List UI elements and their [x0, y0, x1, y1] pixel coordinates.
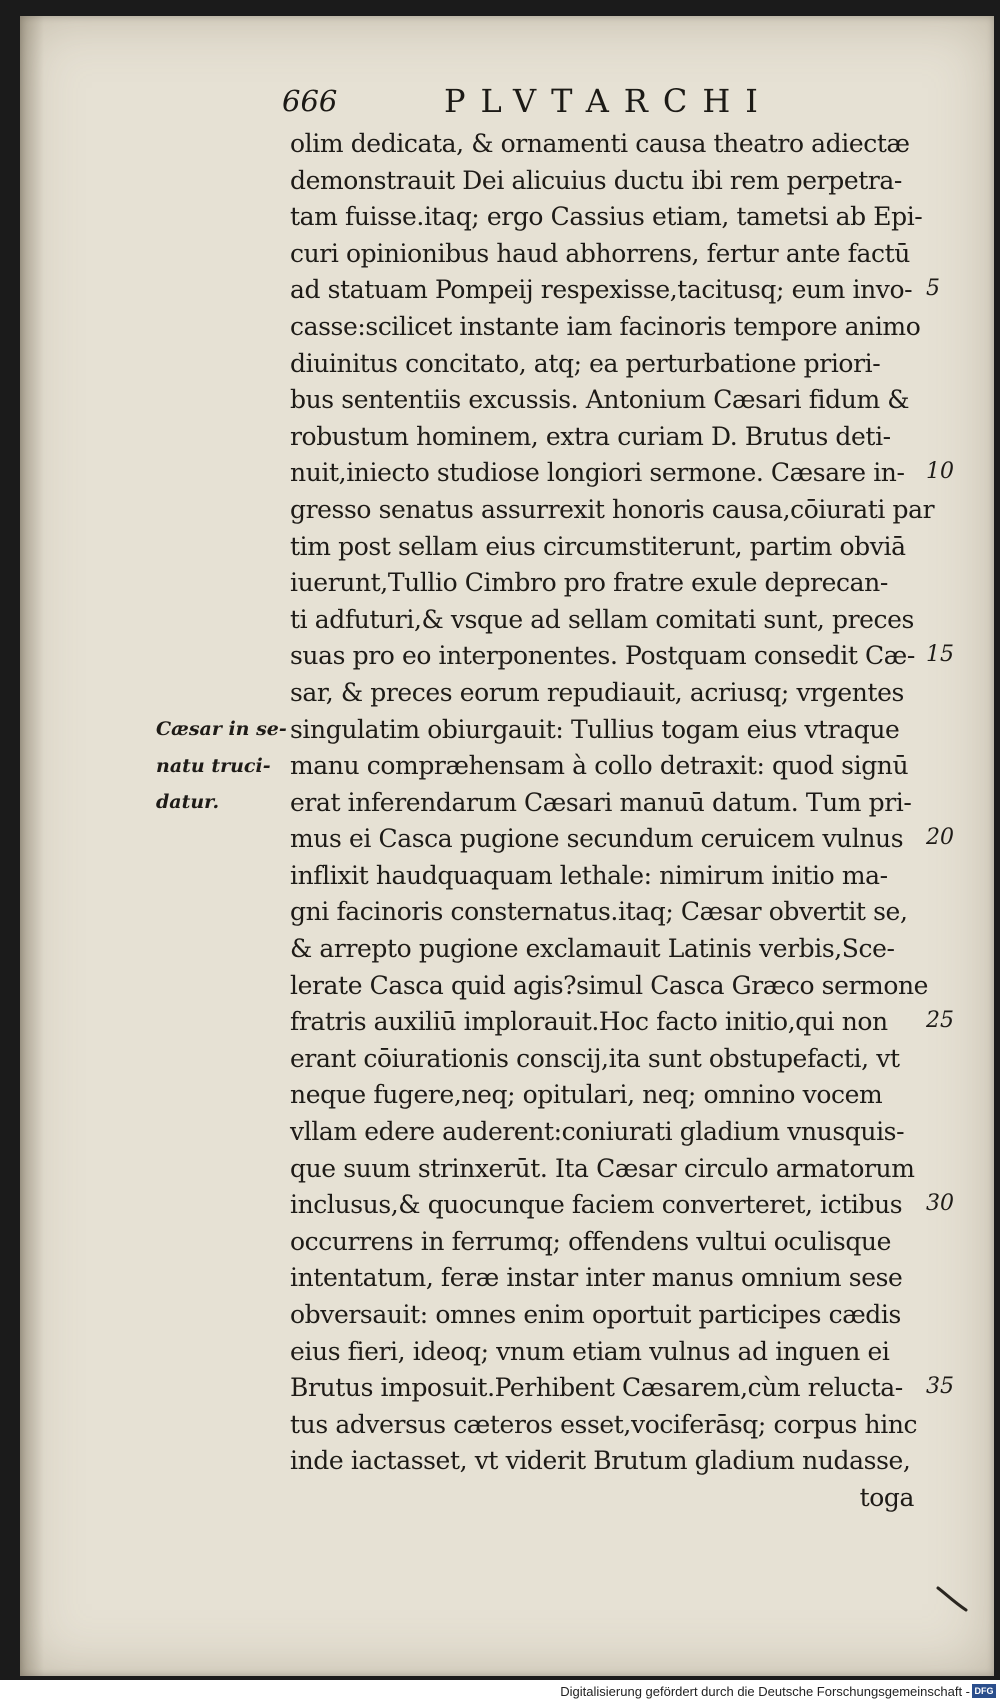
text-line: mus ei Casca pugione secundum ceruicem vulnus	[290, 824, 904, 854]
running-title: PLVTARCHI	[444, 82, 773, 120]
text-line: lerate Casca quid agis?simul Casca Græco sermone	[290, 970, 929, 1000]
text-line: Brutus imposuit.Perhibent Cæsarem,cùm relucta-	[290, 1373, 903, 1403]
text-line: diuinitus concitato, atq; ea perturbatione priori-	[290, 348, 881, 378]
text-line: olim dedicata, & ornamenti causa theatro adiectæ	[290, 129, 910, 158]
marginal-note-line: datur.	[156, 791, 220, 814]
main-text	[290, 126, 935, 1517]
text-line: eius fieri, ideoq; vnum etiam vulnus ad inguen ei	[290, 1336, 890, 1366]
text-line: & arrepto pugione exclamauit Latinis verbis,Sce-	[290, 934, 895, 964]
text-line: nuit,iniecto studiose longiori sermone. Cæsare in-	[290, 458, 905, 488]
text-line: vllam edere auderent:coniurati gladium vnusquis-	[290, 1117, 905, 1147]
text-line: suas pro eo interponentes. Postquam consedit Cæ-	[290, 641, 915, 671]
marginal-note-line: Cæsar in se-	[156, 718, 287, 740]
text-line: erat inferendarum Cæsari manuū datum. Tum pri-	[290, 787, 912, 817]
text-line: fratris auxiliū implorauit.Hoc facto initio,qui non	[290, 1007, 888, 1037]
text-line: que suum strinxerūt. Ita Cæsar circulo armatorum	[290, 1153, 915, 1183]
text-line: singulatim obiurgauit: Tullius togam eius vtraque	[290, 714, 900, 744]
text-line: gni facinoris consternatus.itaq; Cæsar obvertit se,	[290, 897, 908, 927]
text-line: curi opinionibus haud abhorrens, fertur ante factū	[290, 238, 910, 268]
text-line: bus sententiis excussis. Antonium Cæsari fidum &	[290, 385, 910, 415]
marginal-note-line: natu truci-	[156, 754, 271, 777]
text-line: neque fugere,neq; opitulari, neq; omnino vocem	[290, 1080, 883, 1110]
text-line: intentatum, feræ instar inter manus omnium sese	[290, 1263, 903, 1293]
text-line: tus adversus cæteros esset,vociferāsq; corpus hinc	[290, 1409, 918, 1439]
page-header	[282, 84, 782, 124]
text-line: manu compræhensam à collo detraxit: quod signū	[290, 751, 909, 781]
text-line: casse:scilicet instante iam facinoris tempore animo	[290, 311, 921, 341]
marginal-note	[156, 711, 287, 821]
digitization-footer	[0, 1680, 1000, 1703]
text-line: iuerunt,Tullio Cimbro pro fratre exule deprecan-	[290, 568, 888, 598]
text-line: erant cōiurationis conscij,ita sunt obstupefacti, vt	[290, 1043, 900, 1073]
dfg-logo: DFG	[972, 1684, 996, 1698]
line-number: 25	[926, 1008, 954, 1034]
line-number: 20	[926, 825, 954, 851]
text-line: ad statuam Pompeij respexisse,tacitusq; eum invo-	[290, 275, 913, 305]
text-line: robustum hominem, extra curiam D. Brutus deti-	[290, 421, 891, 451]
text-line: inclusus,& quocunque faciem converteret, ictibus	[290, 1190, 903, 1220]
text-line: sar, & preces eorum repudiauit, acriusq; vrgentes	[290, 677, 904, 707]
text-line: tim post sellam eius circumstiterunt, partim obviā	[290, 531, 906, 561]
line-number: 10	[926, 459, 954, 485]
text-line: gresso senatus assurrexit honoris causa,cōiurati par	[290, 494, 935, 524]
text-line: ti adfuturi,& vsque ad sellam comitati sunt, preces	[290, 604, 914, 634]
stray-ink-mark	[936, 1584, 970, 1614]
page-gutter-shadow	[20, 16, 44, 1676]
text-line: inflixit haudquaquam lethale: nimirum initio ma-	[290, 860, 888, 890]
line-number: 30	[926, 1191, 954, 1217]
text-line: occurrens in ferrumq; offendens vultui oculisque	[290, 1226, 892, 1256]
line-number: 35	[926, 1374, 954, 1400]
catchword: toga	[859, 1482, 914, 1512]
line-number: 5	[926, 276, 940, 302]
text-line: tam fuisse.itaq; ergo Cassius etiam, tametsi ab Epi-	[290, 202, 923, 232]
text-line: inde iactasset, vt viderit Brutum gladium nudasse,	[290, 1446, 911, 1476]
page-number: 666	[282, 84, 338, 118]
line-number: 15	[926, 642, 954, 668]
text-line: obversauit: omnes enim oportuit participes cædis	[290, 1300, 901, 1329]
funding-credit: Digitalisierung gefördert durch die Deutsche Forschungsgemeinschaft -	[560, 1684, 970, 1699]
text-line: demonstrauit Dei alicuius ductu ibi rem perpetra-	[290, 165, 902, 195]
